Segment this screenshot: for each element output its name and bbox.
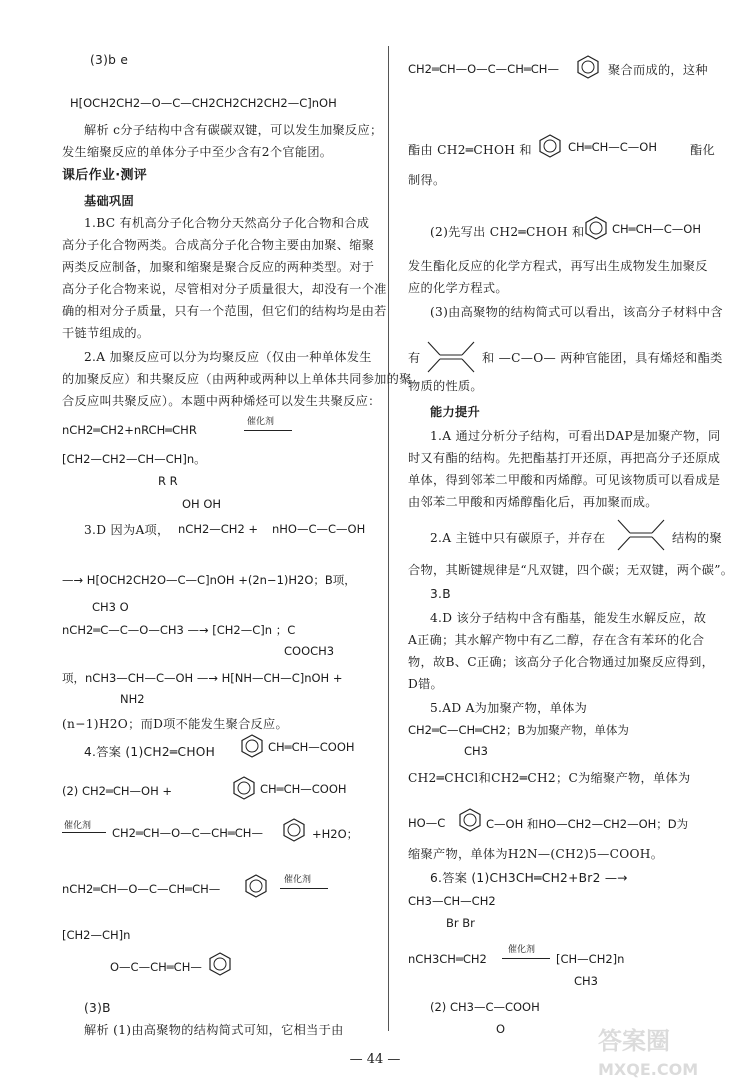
benzene-ring-icon [282,818,306,842]
text-line: 合反应叫共聚反应）。本题中两种烯烃可以发生共聚反应： [62,394,381,408]
catalyst-label: 催化剂 [508,945,536,955]
polymer-formula: [CH2—CH2—CH—CH]n。 [62,452,206,466]
benzene-ring-icon [208,952,232,976]
text-line: 解析 (1)由高聚物的结构简式可知，它相当于由 [84,1023,344,1037]
answer-4: 4.答案 (1)CH2═CHOH [84,745,216,759]
text-line: 发生酯化反应的化学方程式，再写出生成物发生加聚反 [408,259,708,273]
reaction-arrow [280,888,328,889]
answer-3: 3.B [430,587,451,601]
text-line: 结构的聚 [672,531,722,545]
substituent-labels: R R [158,474,178,488]
text-line: (n−1)H2O；而D项不能发生聚合反应。 [62,717,289,731]
subsection-title: 能力提升 [430,405,480,419]
formula: nCH3CH═CH2 [408,952,487,966]
answer-3: (3)b e [90,53,129,67]
reaction-arrow [502,958,550,959]
section-title: 课后作业·测评 [62,168,148,183]
reaction-equation: 项，nCH3—CH—C—OH —→ H[NH—CH—C]nOH + [62,671,343,685]
reaction-equation: —→ H[OCH2CH2O—C—C]nOH +(2n−1)H2O；B项， [62,573,356,587]
benzene-ring-icon [240,734,264,758]
formula: CH2═C—CH═CH2；B为加聚产物，单体为 [408,723,629,737]
text-line: 的加聚反应）和共聚反应（由两种或两种以上单体共同参加的聚 [62,372,412,386]
benzene-ring-icon [232,776,256,800]
column-divider [388,46,389,1031]
text-line: 高分子化合物两类。合成高分子化合物主要由加聚、缩聚 [62,238,375,252]
text-line: 干链节组成的。 [62,326,150,340]
formula: +H2O； [312,827,359,841]
watermark-line-1: 答案圈 [598,1027,670,1055]
benzene-ring-icon [538,134,562,158]
substituent-labels: Br Br [446,916,475,930]
text-line: (3)由高聚物的结构简式可以看出，该高分子材料中含 [430,305,723,319]
substituent-labels: COOCH3 [284,644,335,658]
catalyst-label: 催化剂 [284,875,312,885]
text-line: 3.D 因为A项， [84,523,170,537]
alkene-group-icon [426,340,476,374]
text-line: 合物，其断键规律是“凡双键，四个碳；无双键，两个碳”。 [408,563,734,577]
substituent-labels: CH3 O [92,600,129,614]
text-line: 有 [408,351,421,365]
text-line: 1.A 通过分析分子结构，可看出DAP是加聚产物，同 [430,429,721,443]
text-line: 和 —C—O— 两种官能团，具有烯烃和酯类 [482,351,723,365]
formula-polyester: H[OCH2CH2—O—C—CH2CH2CH2CH2—C]nOH [70,96,337,110]
benzene-ring-icon [584,216,608,240]
text-line: 1.BC 有机高分子化合物分天然高分子化合物和合成 [84,216,370,230]
formula: O—C—CH═CH— [110,960,202,974]
reaction-equation: nCH2═CH2+nRCH═CHR [62,423,197,437]
catalyst-label: 催化剂 [247,417,275,427]
formula: nHO—C—C—OH [272,522,366,536]
substituent-labels: CH3 [574,974,598,988]
text-line: 缩聚产物，单体为H2N—(CH2)5—COOH。 [408,847,664,861]
watermark-logo [594,1019,744,1081]
formula: [CH2—CH]n [62,928,131,942]
text-line: 物，故B、C正确；该高分子化合物通过加聚反应得到， [408,655,715,669]
answer-3: (3)B [84,1001,111,1015]
substituent-labels: OH OH [182,497,222,511]
formula: HO—C [408,816,446,830]
formula: (2) CH2═CH—OH + [62,784,173,798]
benzene-ring-icon [244,874,268,898]
substituent-labels: O [496,1022,506,1036]
text-line: 制得。 [408,173,446,187]
formula: (2) CH3—C—COOH [430,1000,540,1014]
text-line: 高分子化合物来说，尽管相对分子质量很大，却没有一个准 [62,282,387,296]
text-line: 解析 c分子结构中含有碳碳双键，可以发生加聚反应； [84,123,383,137]
page-number: — 44 — [349,1052,401,1067]
text-line: 确的相对分子质量，只有一个范围，但它们的结构均是由若 [62,304,387,318]
reaction-arrow [244,430,292,431]
formula: CH═CH—C—OH [568,140,658,154]
benzene-ring-icon [576,55,600,79]
text-line: 酯化 [690,143,715,157]
text-line: 2.A 加聚反应可以分为均聚反应（仅由一种单体发生 [84,350,372,364]
formula: nCH2═CH—O—C—CH═CH— [62,882,221,896]
text-line: 聚合而成的，这种 [608,63,708,77]
text-line: 物质的性质。 [408,379,483,393]
text-line: 时又有酯的结构。先把酯基打开还原，再把高分子还原成 [408,451,721,465]
alkene-group-icon [616,518,666,552]
substituent-labels: NH2 [120,692,145,706]
formula: CH2═CH—O—C—CH═CH— [112,826,263,840]
answer-6: 6.答案 (1)CH3CH═CH2+Br2 —→ [430,871,628,885]
reaction-arrow [62,832,106,833]
reaction-equation: nCH2═C—C—O—CH3 —→ [CH2—C]n ；C [62,623,296,637]
formula: CH3—CH—CH2 [408,894,496,908]
text-line: 两类反应制备，加聚和缩聚是聚合反应的两种类型。对于 [62,260,375,274]
text-line: 5.AD A为加聚产物，单体为 [430,701,588,715]
text-line: 应的化学方程式。 [408,281,508,295]
text-line: 2.A 主链中只有碳原子，并存在 [430,531,606,545]
text-line: A正确；其水解产物中有乙二醇，存在含有苯环的化合 [408,633,705,647]
text-line: 发生缩聚反应的单体分子中至少含有2个官能团。 [62,145,333,159]
text-line: CH2═CHCl和CH2═CH2；C为缩聚产物，单体为 [408,771,691,785]
formula: [CH—CH2]n [556,952,625,966]
text-line: 由邻苯二甲酸和丙烯醇酯化后，再加聚而成。 [408,495,658,509]
substituent-labels: CH3 [464,744,488,758]
formula: nCH2—CH2 + [178,522,259,536]
formula: CH═CH—C—OH [612,222,702,236]
text-line: 单体，得到邻苯二甲酸和丙烯醇。可见该物质可以看成是 [408,473,721,487]
text-line: 4.D 该分子结构中含有酯基，能发生水解反应，故 [430,611,707,625]
formula: CH═CH—COOH [268,740,355,754]
formula: CH═CH—COOH [260,782,347,796]
text-line: D错。 [408,677,444,691]
subsection-title: 基础巩固 [84,194,134,208]
formula: CH2═CH—O—C—CH═CH— [408,62,559,76]
watermark-line-2: MXQE.COM [598,1060,699,1079]
text-line: 酯由 CH2═CHOH 和 [408,143,532,157]
formula: C—OH 和HO—CH2—CH2—OH；D为 [486,817,689,831]
benzene-ring-icon [458,808,482,832]
catalyst-label: 催化剂 [64,821,92,831]
text-line: (2)先写出 CH2═CHOH 和 [430,225,585,239]
